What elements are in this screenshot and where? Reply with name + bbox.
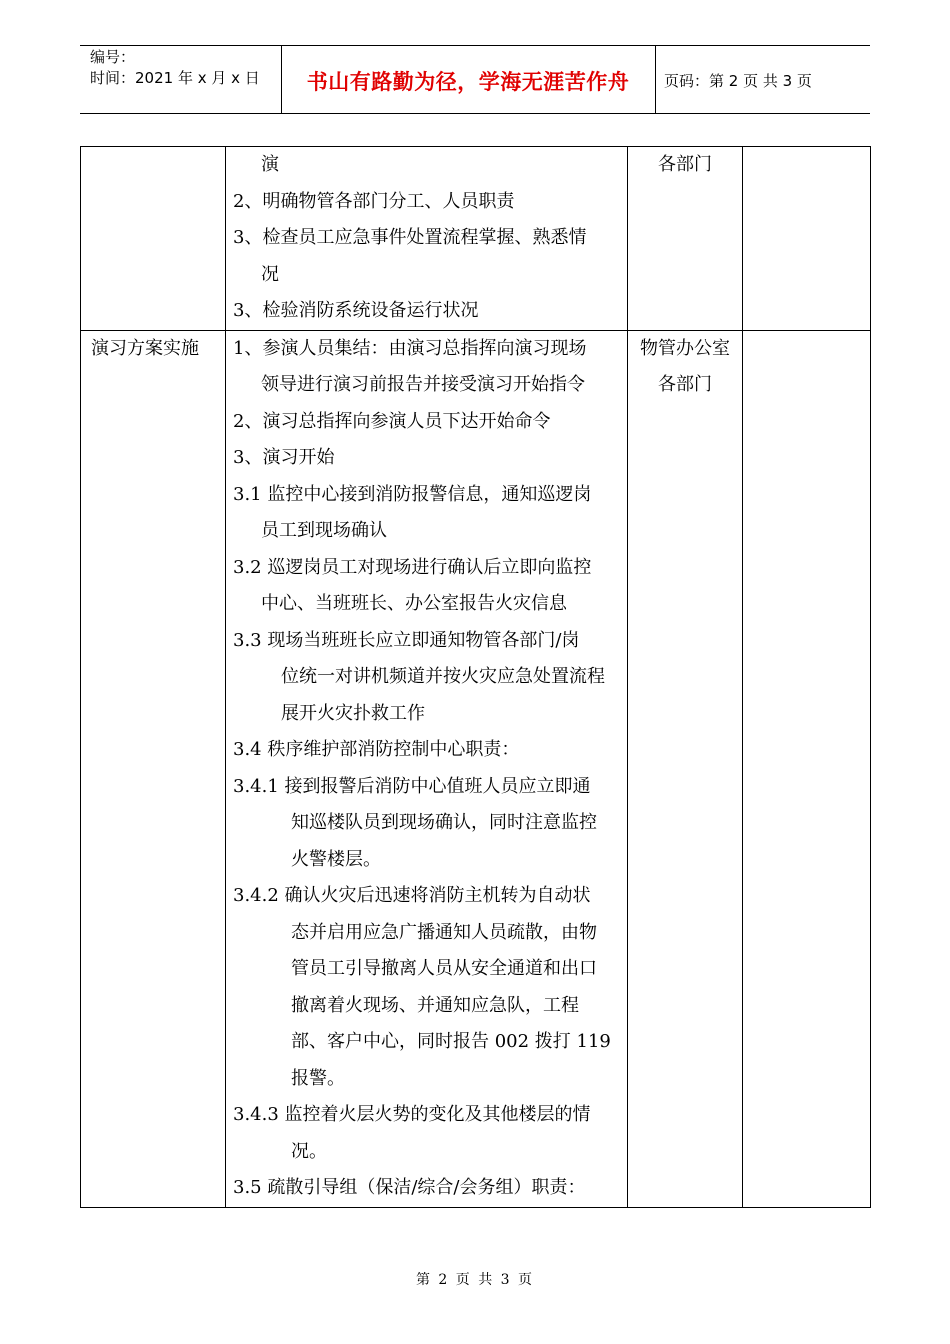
content-line: 3.4.2 确认火灾后迅速将消防主机转为自动状 bbox=[233, 885, 591, 906]
drill-plan-table bbox=[80, 146, 871, 1208]
content-line: 演 bbox=[261, 154, 279, 175]
document-time-label: 时间：2021 年 x 月 x 日 bbox=[90, 69, 260, 87]
content-line: 部、客户中心，同时报告 002 拨打 119 bbox=[291, 1031, 611, 1052]
content-line: 3.2 巡逻岗员工对现场进行确认后立即向监控 bbox=[233, 556, 592, 578]
content-line: 中心、当班班长、办公室报告火灾信息 bbox=[261, 593, 567, 614]
content-line: 管员工引导撤离人员从安全通道和出口 bbox=[291, 958, 597, 979]
table-row bbox=[81, 147, 871, 331]
department-line: 各部门 bbox=[658, 374, 712, 395]
header-page-indicator: 页码：第 2 页 共 3 页 bbox=[664, 72, 812, 90]
document-number-label: 编号： bbox=[90, 48, 136, 66]
department-line: 各部门 bbox=[658, 154, 712, 175]
table-cell-department bbox=[628, 147, 743, 331]
content-line: 3.1 监控中心接到消防报警信息，通知巡逻岗 bbox=[233, 483, 592, 505]
table-cell-remark bbox=[743, 147, 871, 331]
content-line: 3、检查员工应急事件处置流程掌握、熟悉情 bbox=[233, 227, 587, 248]
content-line: 2、明确物管各部门分工、人员职责 bbox=[233, 190, 515, 212]
header-motto: 书山有路勤为径，学海无涯苦作舟 bbox=[306, 70, 630, 94]
content-line: 领导进行演习前报告并接受演习开始指令 bbox=[261, 374, 585, 395]
table-cell-phase bbox=[81, 147, 226, 331]
content-line: 3、检验消防系统设备运行状况 bbox=[233, 300, 479, 321]
header-divider-right bbox=[655, 45, 656, 113]
content-line: 位统一对讲机频道并按火灾应急处置流程 bbox=[281, 666, 605, 687]
table-cell-phase bbox=[81, 330, 226, 1207]
phase-label: 演习方案实施 bbox=[91, 337, 199, 359]
content-line: 员工到现场确认 bbox=[261, 520, 387, 541]
header-bottom-rule bbox=[80, 113, 870, 114]
page-footer: 第 2 页 共 3 页 bbox=[415, 1272, 535, 1288]
content-line: 态并启用应急广播通知人员疏散，由物 bbox=[291, 921, 597, 943]
department-line: 物管办公室 bbox=[640, 337, 730, 359]
content-line: 3.4 秩序维护部消防控制中心职责： bbox=[233, 739, 520, 760]
content-line: 3.4.1 接到报警后消防中心值班人员应立即通 bbox=[233, 775, 591, 797]
content-line: 3、演习开始 bbox=[233, 447, 335, 468]
content-line: 撤离着火现场、并通知应急队，工程 bbox=[291, 994, 579, 1016]
content-line: 况 bbox=[261, 263, 279, 285]
content-line: 3.4.3 监控着火层火势的变化及其他楼层的情 bbox=[233, 1104, 591, 1125]
content-line: 3.3 现场当班班长应立即通知物管各部门/岗 bbox=[233, 629, 580, 651]
table-cell-content bbox=[226, 147, 628, 331]
content-line: 2、演习总指挥向参演人员下达开始命令 bbox=[233, 410, 551, 432]
table-cell-remark bbox=[743, 330, 871, 1207]
content-line: 展开火灾扑救工作 bbox=[281, 702, 425, 724]
content-line: 知巡楼队员到现场确认，同时注意监控 bbox=[291, 812, 597, 833]
table-row bbox=[81, 330, 871, 1207]
content-line: 3.5 疏散引导组（保洁/综合/会务组）职责： bbox=[233, 1177, 586, 1198]
header-top-rule bbox=[80, 45, 870, 46]
header-meta bbox=[90, 47, 260, 89]
table-cell-department bbox=[628, 330, 743, 1207]
content-line: 1、参演人员集结：由演习总指挥向演习现场 bbox=[233, 337, 587, 359]
content-line: 火警楼层。 bbox=[291, 848, 381, 870]
table-cell-content bbox=[226, 330, 628, 1207]
content-line: 况。 bbox=[291, 1140, 327, 1162]
content-line: 报警。 bbox=[291, 1067, 345, 1089]
